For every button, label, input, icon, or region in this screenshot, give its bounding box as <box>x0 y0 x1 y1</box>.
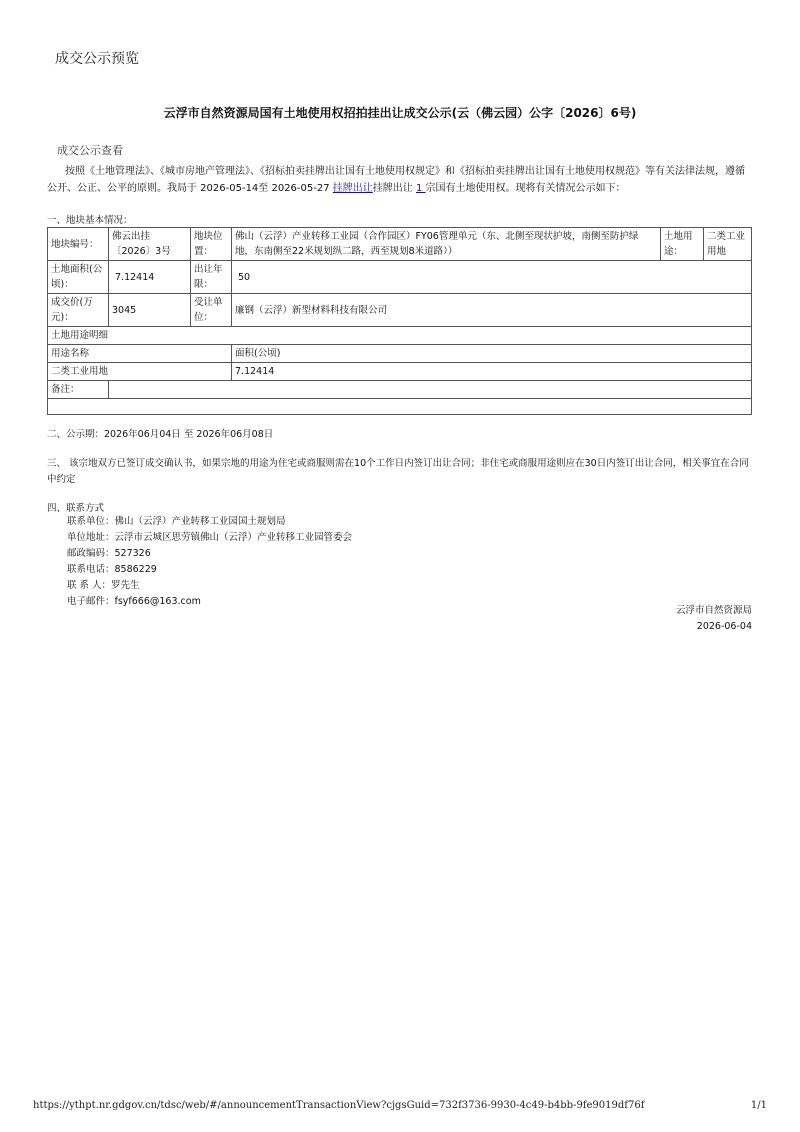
method-link[interactable]: 挂牌出让 <box>332 183 373 194</box>
price-label: 成交价(万元)： <box>48 294 109 327</box>
parcel-no-value: 佛云出挂〔2026〕3号 <box>109 228 191 261</box>
signature-block <box>676 603 752 635</box>
intro-text-3: 宗国有土地使用权。现将有关情况公示如下： <box>425 183 626 194</box>
term-value: 50 <box>232 261 752 294</box>
table-row <box>48 381 752 399</box>
detail-col-name: 用途名称 <box>48 345 232 363</box>
table-row <box>48 327 752 345</box>
count-link[interactable]: 1 <box>415 183 426 194</box>
winner-label: 受让单位： <box>191 294 232 327</box>
table-row <box>48 261 752 294</box>
footer-page-number: 1/1 <box>750 1100 767 1111</box>
intro-text-1: 按照《土地管理法》、《城市房地产管理法》、《招标拍卖挂牌出让国有土地使用权规定》和《招标拍卖挂牌出让国有土地使用权规范》等有关法律法规，遵循公开、公正、公平的原则。我局于 2026-05-14至 2026-05-27 <box>47 166 745 194</box>
detail-col-area: 面积(公顷) <box>232 345 752 363</box>
location-value: 佛山（云浮）产业转移工业园（合作园区）FY06管理单元（东、北侧至现状护坡，南侧至防护绿地，东南侧至22米规划纵二路，西至规划8米道路）） <box>232 228 661 261</box>
intro-text-2: 挂牌出让 <box>372 183 416 194</box>
empty-row <box>48 399 752 415</box>
remark-label: 备注： <box>48 381 109 399</box>
contact-unit: 联系单位：佛山（云浮）产业转移工业园国土规划局 <box>67 516 286 527</box>
location-label: 地块位置： <box>191 228 232 261</box>
table-row <box>48 399 752 415</box>
signature-org: 云浮市自然资源局 <box>675 605 752 616</box>
contact-block <box>67 514 352 610</box>
use-value: 二类工业用地 <box>704 228 752 261</box>
section-3-contract: 三、 该宗地双方已签订成交确认书，如果宗地的用途为住宅或商服则需在10个工作日内签订出让合同；非住宅或商服用途则应在30日内签订出让合同，相关事宜在合同中约定 <box>47 458 749 485</box>
section-4-heading: 四、联系方式 <box>47 503 105 514</box>
parcel-no-label: 地块编号： <box>48 228 109 261</box>
footer-url: https://ythpt.nr.gdgov.cn/tdsc/web/#/announcementTransactionView?cjgsGuid=732f3736-9930-4c49-b4bb-9fe9019df76f <box>33 1100 645 1111</box>
price-value: 3045 <box>109 294 191 327</box>
section-1-heading: 一、地块基本情况： <box>47 215 133 226</box>
contact-person: 联 系 人：罗先生 <box>67 580 140 591</box>
area-label: 土地面积(公顷)： <box>48 261 109 294</box>
detail-row-area: 7.12414 <box>232 363 752 381</box>
section-2-period: 二、公示期：2026年06月04日 至 2026年06月08日 <box>47 429 274 440</box>
table-row <box>48 363 752 381</box>
preview-title: 成交公示预览 <box>55 51 139 67</box>
detail-header: 土地用途明细 <box>48 327 752 345</box>
table-row <box>48 345 752 363</box>
contact-postcode: 邮政编码：527326 <box>67 548 151 559</box>
term-label: 出让年限： <box>191 261 232 294</box>
signature-date: 2026-06-04 <box>696 621 752 632</box>
intro-paragraph <box>47 163 752 197</box>
land-info-table <box>47 227 752 415</box>
detail-row-name: 二类工业用地 <box>48 363 232 381</box>
view-subtitle: 成交公示查看 <box>57 144 123 157</box>
area-value: 7.12414 <box>109 261 191 294</box>
contact-address: 单位地址：云浮市云城区思劳镇佛山（云浮）产业转移工业园管委会 <box>67 532 353 543</box>
remark-value <box>109 381 752 399</box>
announcement-title: 云浮市自然资源局国有土地使用权招拍挂出让成交公示(云（佛云园）公字〔2026〕6号) <box>163 106 637 120</box>
winner-value: 廉钢（云浮）新型材料科技有限公司 <box>232 294 752 327</box>
contact-email: 电子邮件：fsyf666@163.com <box>67 596 201 607</box>
contact-phone: 联系电话：8586229 <box>67 564 157 575</box>
table-row <box>48 228 752 261</box>
table-row <box>48 294 752 327</box>
use-label: 土地用途： <box>661 228 704 261</box>
